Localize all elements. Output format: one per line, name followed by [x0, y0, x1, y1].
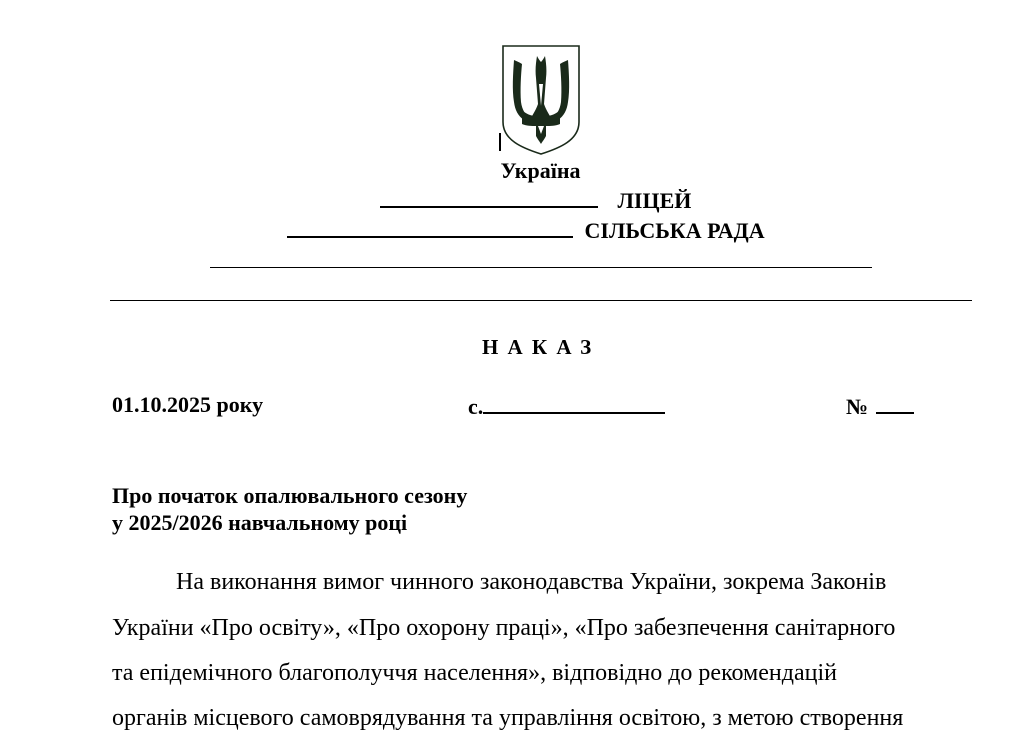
document-title: НАКАЗ	[482, 335, 601, 359]
header-rule-outer	[110, 300, 972, 301]
country-name: Україна	[500, 158, 581, 183]
header-rule-inner	[210, 267, 872, 268]
text-cursor	[499, 133, 501, 151]
council-line	[287, 216, 765, 244]
number-prefix: №	[846, 394, 869, 419]
order-date: 01.10.2025 року	[112, 392, 264, 417]
lyceum-name-blank[interactable]	[380, 186, 598, 208]
body-line-1: На виконання вимог чинного законодавства України, зокрема Законів	[176, 569, 887, 595]
subject-line-2: у 2025/2026 навчальному році	[112, 510, 408, 535]
order-subject	[112, 482, 467, 536]
order-number	[846, 392, 914, 420]
village-name-blank[interactable]	[483, 392, 665, 414]
council-label: СІЛЬСЬКА РАДА	[584, 218, 765, 243]
lyceum-line	[380, 186, 691, 214]
body-line-4: органів місцевого самоврядування та управління освітою, з метою створення	[112, 705, 904, 731]
body-line-3: та епідемічного благополуччя населення», відповідно до рекомендацій	[112, 660, 837, 686]
body-line-2: України «Про освіту», «Про охорону праці», «Про забезпечення санітарного	[112, 615, 896, 641]
order-village	[468, 392, 665, 420]
subject-line-1: Про початок опалювального сезону	[112, 483, 468, 508]
ukraine-trident-emblem-icon	[500, 44, 582, 156]
council-name-blank[interactable]	[287, 216, 573, 238]
village-prefix: с.	[468, 394, 484, 419]
lyceum-label: ЛІЦЕЙ	[617, 188, 692, 213]
order-number-blank[interactable]	[876, 392, 914, 414]
